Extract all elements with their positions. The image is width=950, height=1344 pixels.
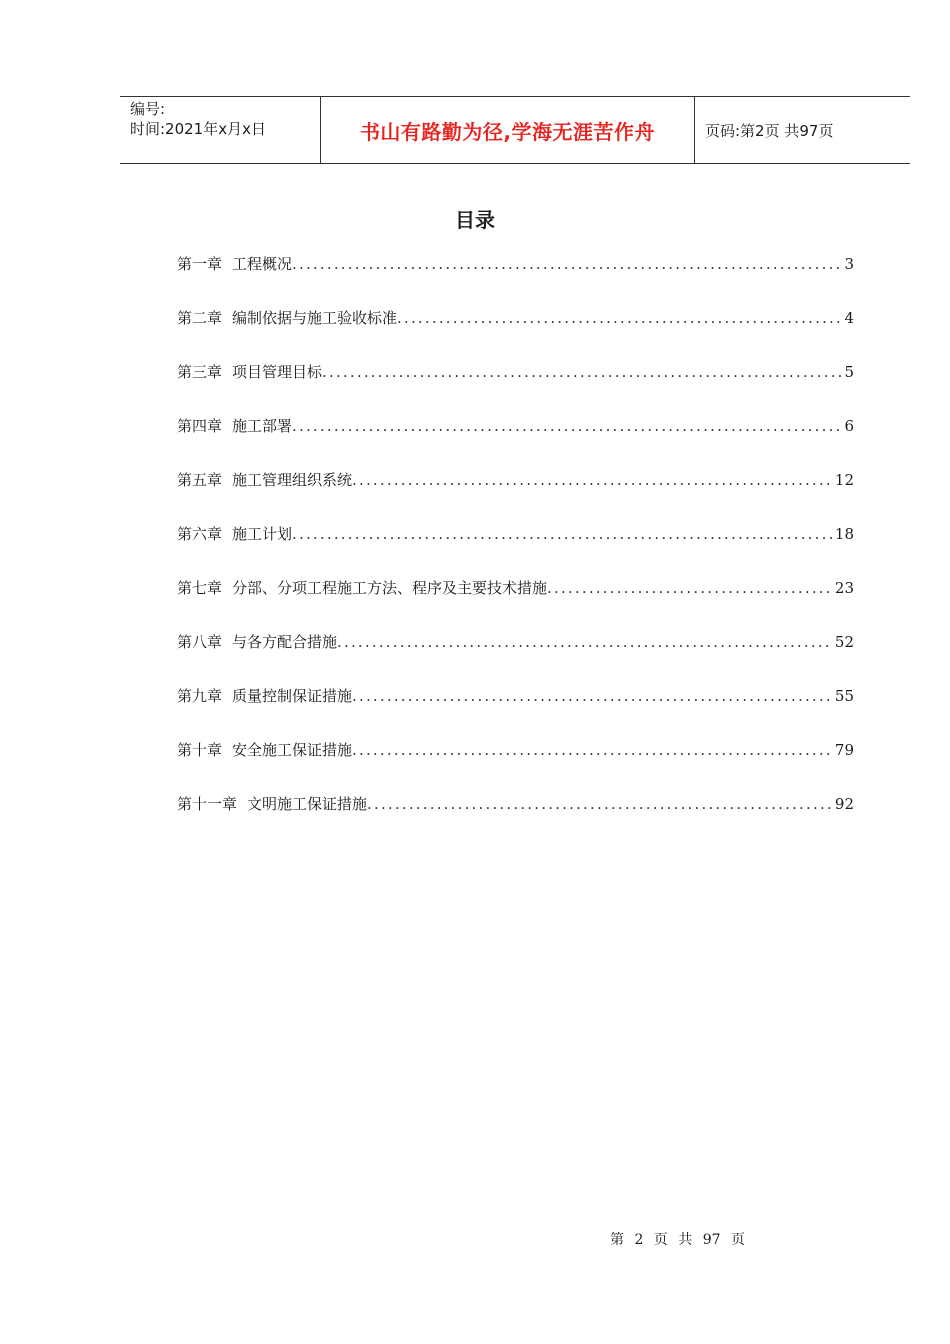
- toc-leader-dots: [292, 520, 833, 548]
- toc-entry[interactable]: [177, 358, 854, 412]
- toc-entry[interactable]: [177, 682, 854, 736]
- toc-page-number: 23: [834, 579, 854, 597]
- toc-chapter-number: 第五章: [177, 471, 223, 489]
- toc-chapter-number: 第八章: [177, 633, 223, 651]
- toc-chapter-number: 第六章: [177, 525, 223, 543]
- toc-entry[interactable]: [177, 628, 854, 682]
- page-footer: 第 2 页 共 97 页: [610, 1232, 745, 1248]
- toc-page-number: 6: [844, 417, 854, 435]
- toc-leader-dots: [352, 682, 833, 710]
- header-meta-cell: [120, 97, 321, 163]
- header-page-label: 页码:第2页 共97页: [705, 121, 834, 140]
- table-of-contents: [177, 250, 854, 844]
- toc-leader-dots: [322, 358, 842, 386]
- toc-chapter-number: 第九章: [177, 687, 223, 705]
- toc-leader-dots: [337, 628, 833, 656]
- toc-chapter-title: 编制依据与施工验收标准: [232, 309, 398, 327]
- toc-chapter-title: 安全施工保证措施: [232, 741, 353, 759]
- toc-chapter-title: 文明施工保证措施: [247, 795, 368, 813]
- toc-page-number: 5: [844, 363, 854, 381]
- toc-page-number: 12: [834, 471, 854, 489]
- toc-leader-dots: [397, 304, 842, 332]
- document-header: [120, 96, 910, 164]
- toc-chapter-number: 第七章: [177, 579, 223, 597]
- time-label: 时间:2021年x月x日: [130, 120, 266, 138]
- toc-chapter-number: 第十章: [177, 741, 223, 759]
- toc-chapter-title: 分部、分项工程施工方法、程序及主要技术措施: [232, 579, 548, 597]
- toc-page-number: 55: [834, 687, 854, 705]
- toc-leader-dots: [547, 574, 833, 602]
- toc-page-number: 4: [844, 309, 854, 327]
- toc-leader-dots: [352, 736, 833, 764]
- toc-entry[interactable]: [177, 520, 854, 574]
- toc-chapter-title: 质量控制保证措施: [232, 687, 353, 705]
- serial-number-label: 编号:: [130, 100, 166, 118]
- toc-page-number: 3: [844, 255, 854, 273]
- toc-chapter-number: 第三章: [177, 363, 223, 381]
- toc-chapter-title: 项目管理目标: [232, 363, 323, 381]
- toc-page-number: 18: [834, 525, 854, 543]
- toc-chapter-title: 施工管理组织系统: [232, 471, 353, 489]
- toc-chapter-number: 第四章: [177, 417, 223, 435]
- toc-entry[interactable]: [177, 466, 854, 520]
- header-motto: 书山有路勤为径,学海无涯苦作舟: [321, 97, 695, 163]
- toc-chapter-number: 第二章: [177, 309, 223, 327]
- toc-page-number: 52: [834, 633, 854, 651]
- toc-entry[interactable]: [177, 790, 854, 844]
- toc-title: 目录: [455, 208, 495, 232]
- toc-leader-dots: [367, 790, 833, 818]
- toc-chapter-title: 施工计划: [232, 525, 293, 543]
- toc-chapter-number: 第一章: [177, 255, 223, 273]
- toc-chapter-title: 工程概况: [232, 255, 293, 273]
- toc-entry[interactable]: [177, 574, 854, 628]
- toc-entry[interactable]: [177, 304, 854, 358]
- toc-entry[interactable]: [177, 250, 854, 304]
- toc-page-number: 79: [834, 741, 854, 759]
- toc-leader-dots: [352, 466, 833, 494]
- toc-page-number: 92: [834, 795, 854, 813]
- toc-leader-dots: [292, 250, 842, 278]
- toc-entry[interactable]: [177, 412, 854, 466]
- toc-chapter-title: 施工部署: [232, 417, 293, 435]
- toc-entry[interactable]: [177, 736, 854, 790]
- toc-leader-dots: [292, 412, 842, 440]
- toc-chapter-number: 第十一章: [177, 795, 238, 813]
- toc-chapter-title: 与各方配合措施: [232, 633, 338, 651]
